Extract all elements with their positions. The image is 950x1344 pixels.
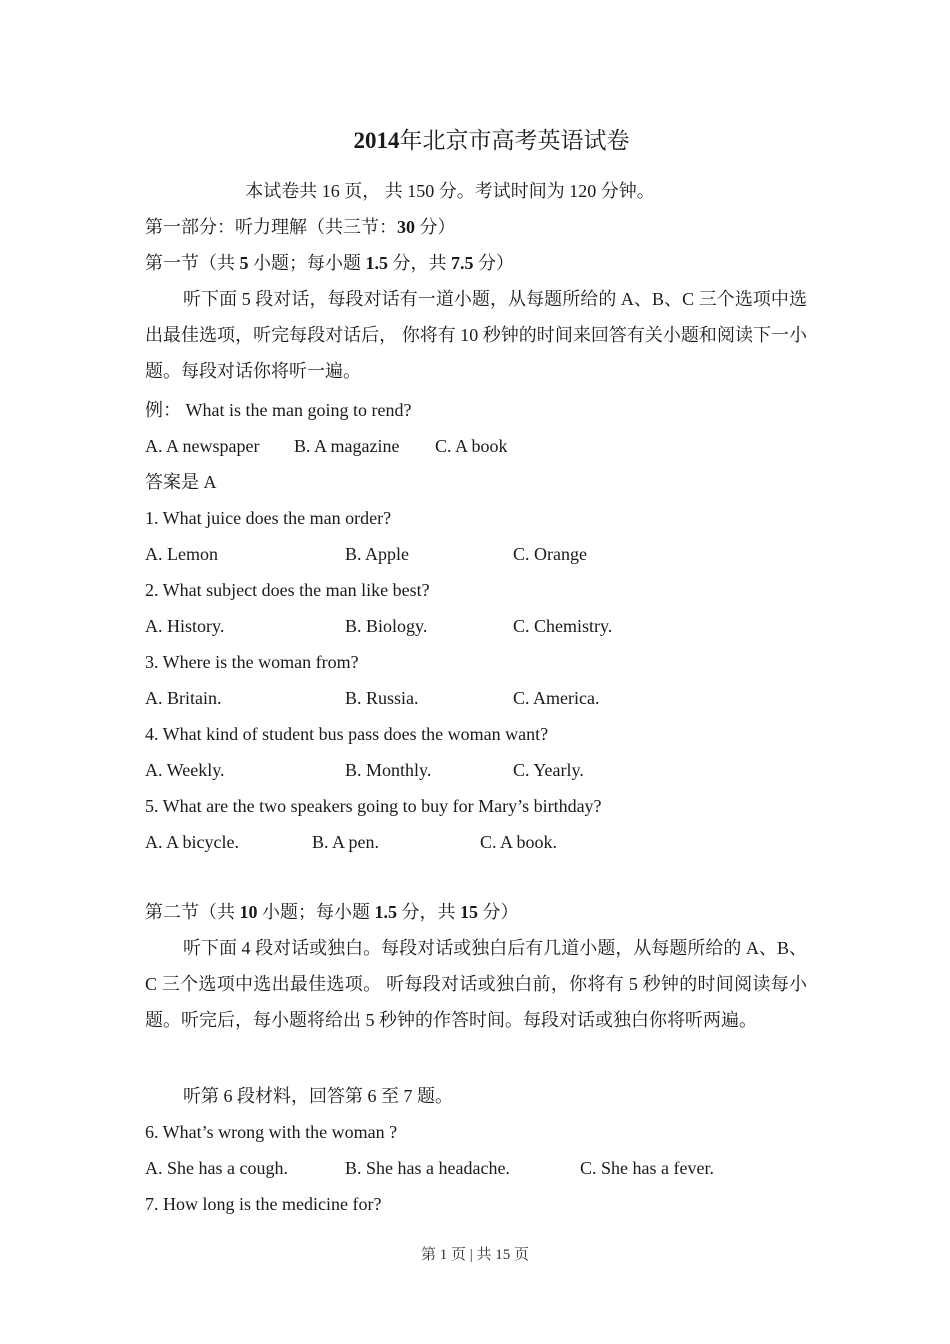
s1-h-each: 1.5 xyxy=(365,253,388,273)
page-title xyxy=(0,126,950,156)
title-year: 2014 xyxy=(353,128,400,153)
example-answer: 答案是 A xyxy=(145,472,217,492)
q6-option-b: B. She has a headache. xyxy=(345,1158,510,1178)
question-2: 2. What subject does the man like best? xyxy=(145,580,430,600)
q4-option-b: B. Monthly. xyxy=(345,760,432,780)
s2-h-b: 小题；每小题 xyxy=(257,902,375,922)
example-option-b: B. A magazine xyxy=(294,436,400,456)
s1-h-b: 小题；每小题 xyxy=(248,253,366,273)
q4-option-a: A. Weekly. xyxy=(145,760,225,780)
question-3: 3. Where is the woman from? xyxy=(145,652,359,672)
q6-option-c: C. She has a fever. xyxy=(580,1158,714,1178)
s2-h-d: 分） xyxy=(478,902,519,922)
part1-suffix: 分） xyxy=(415,217,456,237)
question-1: 1. What juice does the man order? xyxy=(145,508,392,528)
material-note: 听第 6 段材料，回答第 6 至 7 题。 xyxy=(183,1086,453,1106)
s1-h-d: 分） xyxy=(473,253,514,273)
s1-h-count: 5 xyxy=(239,253,249,273)
q6-option-a: A. She has a cough. xyxy=(145,1158,288,1178)
q1-option-c: C. Orange xyxy=(513,544,587,564)
question-4: 4. What kind of student bus pass does the woman want? xyxy=(145,724,549,744)
example-question: 例： What is the man going to rend? xyxy=(145,400,412,420)
part1-prefix: 第一部分：听力理解（共三节： xyxy=(145,217,397,237)
part1-points: 30 xyxy=(397,217,415,237)
s1-h-total: 7.5 xyxy=(451,253,474,273)
section1-heading xyxy=(145,251,514,275)
s2-h-a: 第二节（共 xyxy=(145,902,240,922)
q5-option-a: A. A bicycle. xyxy=(145,832,239,852)
example-option-c: C. A book xyxy=(435,436,508,456)
s1-h-c: 分，共 xyxy=(388,253,451,273)
s2-h-each: 1.5 xyxy=(374,902,397,922)
s2-h-total: 15 xyxy=(460,902,478,922)
exam-info: 本试卷共 16 页， 共 150 分。考试时间为 120 分钟。 xyxy=(245,181,655,201)
example-option-a: A. A newspaper xyxy=(145,436,260,456)
s1-h-a: 第一节（共 xyxy=(145,253,240,273)
q2-option-b: B. Biology. xyxy=(345,616,428,636)
section2-instructions: 听下面 4 段对话或独白。每段对话或独白后有几道小题，从每题所给的 A、B、C 三个选项中选出最佳选项。 听每段对话或独白前，你将有 5 秒钟的时间阅读每小题。听完后，每小题将给出 5 秒钟的作答时间。每段对话或独白你将听两遍。 xyxy=(145,938,807,1030)
q3-option-b: B. Russia. xyxy=(345,688,419,708)
q3-option-c: C. America. xyxy=(513,688,600,708)
title-text: 年北京市高考英语试卷 xyxy=(399,128,630,153)
question-6: 6. What’s wrong with the woman ? xyxy=(145,1122,398,1142)
section1-instructions: 听下面 5 段对话，每段对话有一道小题，从每题所给的 A、B、C 三个选项中选出最佳选项，听完每段对话后， 你将有 10 秒钟的时间来回答有关小题和阅读下一小题。每段对话你将听一遍。 xyxy=(145,289,807,381)
q1-option-a: A. Lemon xyxy=(145,544,218,564)
question-5: 5. What are the two speakers going to buy for Mary’s birthday? xyxy=(145,796,602,816)
q5-option-c: C. A book. xyxy=(480,832,558,852)
question-7: 7. How long is the medicine for? xyxy=(145,1194,382,1214)
s2-h-c: 分，共 xyxy=(397,902,460,922)
q4-option-c: C. Yearly. xyxy=(513,760,584,780)
q3-option-a: A. Britain. xyxy=(145,688,222,708)
q2-option-a: A. History. xyxy=(145,616,225,636)
part1-heading xyxy=(145,215,456,239)
page-footer: 第 1 页 | 共 15 页 xyxy=(420,1247,529,1263)
section2-heading xyxy=(145,900,519,924)
q5-option-b: B. A pen. xyxy=(312,832,380,852)
s2-h-count: 10 xyxy=(239,902,258,922)
q2-option-c: C. Chemistry. xyxy=(513,616,613,636)
q1-option-b: B. Apple xyxy=(345,544,410,564)
